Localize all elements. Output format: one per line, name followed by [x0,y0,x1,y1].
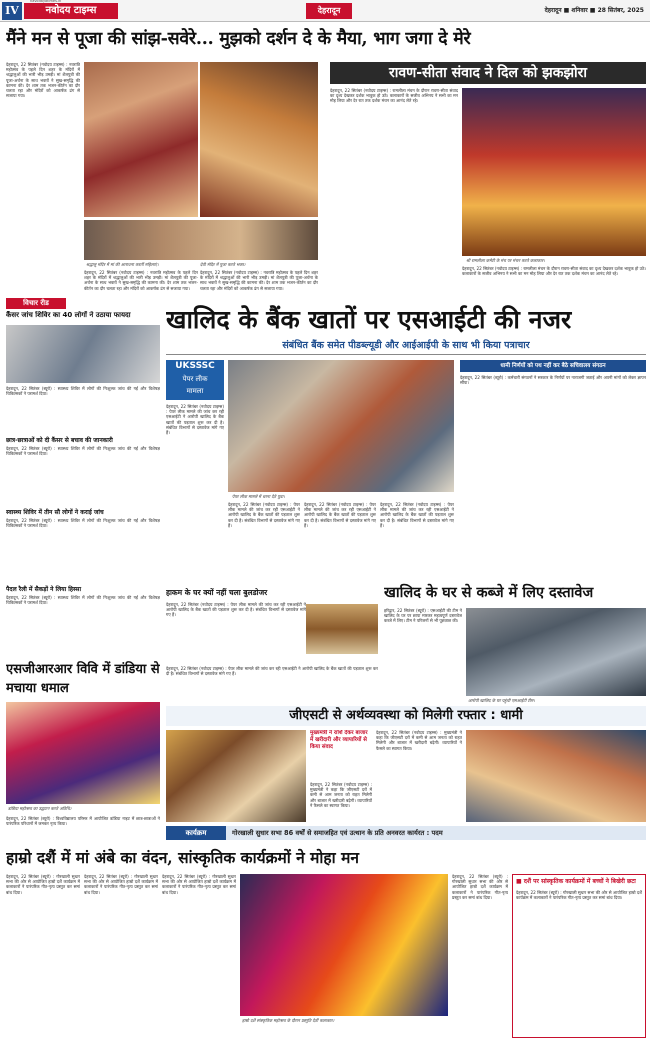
side-body: देहरादून, 22 सितंबर (ब्यूरो) : कर्मचारी संगठनों ने सरकार के निर्णयों पर नाराजगी जताई और अपनी मांगों को लेकर ज्ञापन सौंपा। [460,375,646,386]
khalid-house-body: हरिद्वार, 22 सितंबर (ब्यूरो) : एसआईटी की टीम ने खालिद के घर पर छापा मारकर महत्वपूर्ण दस्तावेज कब्जे में लिए। टीम ने परिजनों से भी पूछताछ की। [384,608,462,624]
karyakram-banner: गोरखाली सुधार सभा 86 वर्षों से समाजहित एवं उत्थान के प्रति अनवरत कार्यरत : पदम [232,829,443,837]
ramlila-body-2: देहरादून, 22 सितंबर (नवोदय टाइम्स) : रामलीला मंचन के दौरान रावण-सीता संवाद का दृश्य देखकर दर्शक भावुक हो उठे। कलाकारों के सजीव अभिनय ने सभी का मन मोह लिया और देर रात तक दर्शक मंचन का आनंद लेते रहे। [462,266,646,277]
lead-headline: मैंने मन से पूजा की सांझ-सवेरे... मुझको दर्शन दे के मैया, भाग जगा दे मेरे [6,29,471,49]
lead-body-col2: देहरादून, 22 सितंबर (नवोदय टाइम्स) : नवरात्रि महोत्सव के पहले दिन शहर के मंदिरों में श्रद्धालुओं की भारी भीड़ उमड़ी। मां शैलपुत्री की पूजा-अर्चना के साथ भक्तों ने सुख-समृद्धि की कामना की। देर शाम तक भजन-कीर्तन का दौर चलता रहा और मंदिरों को आकर्षक ढंग से सजाया गया। [84,270,198,291]
side-headline: धामी निर्णयों को पथ नहीं कर बैठे सचिवालय संगठन [460,360,646,372]
site-url[interactable]: navodayatimes.in [30,0,62,3]
lead-body-col3: देहरादून, 22 सितंबर (नवोदय टाइम्स) : नवरात्रि महोत्सव के पहले दिन शहर के मंदिरों में श्रद्धालुओं की भारी भीड़ उमड़ी। मां शैलपुत्री की पूजा-अर्चना के साथ भक्तों ने सुख-समृद्धि की कामना की। देर शाम तक भजन-कीर्तन का दौर चलता रहा और मंदिरों को आकर्षक ढंग से सजाया गया। [200,270,318,291]
page-number: IV [2,2,22,20]
karyakram-band [166,826,646,840]
khalid-house-headline: खालिद के घर से कब्जे में लिए दस्तावेज [384,584,594,601]
main-photo-caption: पेपर लीक मामले में धरना देते युवा। [232,494,285,499]
main-body-col3: देहरादून, 22 सितंबर (नवोदय टाइम्स) : पेपर लीक मामले की जांच कर रही एसआईटी ने आरोपी खालिद के बैंक खातों की पड़ताल शुरू कर दी है। संबंधित विभागों से दस्तावेज मांगे गए हैं। [304,502,376,528]
ukssc-tag-line1: UKSSSC [175,361,215,371]
bottom-box [512,874,646,1038]
vichar-photo [6,325,160,383]
main-body-col2: देहरादून, 22 सितंबर (नवोदय टाइम्स) : पेपर लीक मामले की जांच कर रही एसआईटी ने आरोपी खालिद के बैंक खातों की पड़ताल शुरू कर दी है। संबंधित विभागों से दस्तावेज मांगे गए हैं। [228,502,300,528]
dandiya-body: देहरादून, 22 सितंबर (ब्यूरो) : विश्वविद्यालय परिसर में आयोजित डांडिया नाइट में छात्र-छात्राओं ने पारंपरिक परिधानों में जमकर नृत्य किया। [6,816,160,827]
main-bottom-body: देहरादून, 22 सितंबर (नवोदय टाइम्स) : पेपर लीक मामले की जांच कर रही एसआईटी ने आरोपी खालिद के बैंक खातों की पड़ताल शुरू कर दी है। संबंधित विभागों से दस्तावेज मांगे गए हैं। [166,666,378,677]
masthead-bar [0,0,650,22]
lead-photo-1 [84,62,198,217]
main-body-col1: देहरादून, 22 सितंबर (नवोदय टाइम्स) : पेपर लीक मामले की जांच कर रही एसआईटी ने आरोपी खालिद के बैंक खातों की पड़ताल शुरू कर दी है। संबंधित विभागों से दस्तावेज मांगे गए हैं। [166,404,224,436]
vichar-body: देहरादून, 22 सितंबर (ब्यूरो) : स्वास्थ्य शिविर में लोगों की निःशुल्क जांच की गई और विशेषज्ञ चिकित्सकों ने परामर्श दिया। [6,386,160,397]
ramlila-caption: श्री रामलीला कमेटी के मंच पर मंचन करते कलाकार। [466,258,545,263]
main-photo [228,360,454,492]
lead-photo2-caption: देवी मंदिर में पूजा करते भक्त। [200,262,246,267]
dandiya-photo [6,702,160,804]
dandiya-caption: डांडिया महोत्सव का उद्घाटन करते अतिथि। [8,806,72,811]
bottom-caption: हाम्रो दशैं सांस्कृतिक महोत्सव के दौरान प्रस्तुति देतीं कलाकार। [242,1018,335,1023]
gst-body-col2: देहरादून, 22 सितंबर (नवोदय टाइम्स) : मुख्यमंत्री ने कहा कि जीएसटी दरों में कमी से आम जनता को राहत मिलेगी और बाजार में खरीदारी बढ़ेगी। व्यापारियों ने फैसले का स्वागत किया। [310,782,372,808]
lead-photo-3 [84,220,318,260]
lead-photo1-caption: श्रद्धालु मंदिर में मां की आराधना करतीं महिलाएं। [86,262,159,267]
dandiya-headline: एसजीआरआर विवि में डांडिया से मचाया धमाल [6,662,160,696]
vichar-sub3-body: देहरादून, 22 सितंबर (ब्यूरो) : स्वास्थ्य शिविर में लोगों की निःशुल्क जांच की गई और विशेषज्ञ चिकित्सकों ने परामर्श दिया। [6,595,160,606]
section-label: देहरादून [306,3,352,19]
bulldozer-photo [306,604,378,654]
vichar-sub3: पैदल रैली में सैकड़ों ने लिया हिस्सा [6,586,82,593]
vichar-sub2: स्वास्थ्य शिविर में तीन सौ लोगों ने कराई जांच [6,509,104,516]
ramlila-body: देहरादून, 22 सितंबर (नवोदय टाइम्स) : रामलीला मंचन के दौरान रावण-सीता संवाद का दृश्य देखकर दर्शक भावुक हो उठे। कलाकारों के सजीव अभिनय ने सभी का मन मोह लिया और देर रात तक दर्शक मंचन का आनंद लेते रहे। [330,88,458,104]
main-subhead: संबंधित बैंक समेत पीडब्ल्यूडी और आईआईपी के साथ भी किया पत्राचार [282,340,530,351]
ukssc-tag-line3: मामला [186,387,204,395]
khalid-house-photo [466,608,646,696]
bottom-box-title: ■ दशैं पर सांस्कृतिक कार्यक्रमों में बच्चों ने बिखेरी छटा [516,878,636,885]
ramlila-headline: रावण-सीता संवाद ने दिल को झकझोरा [330,62,646,84]
ukssc-tag-line2: पेपर लीक [182,375,208,383]
ramlila-photo [462,88,646,256]
gst-headline: जीएसटी से अर्थव्यवस्था को मिलेगी रफ्तार : धामी [166,706,646,726]
main-body-col4: देहरादून, 22 सितंबर (नवोदय टाइम्स) : पेपर लीक मामले की जांच कर रही एसआईटी ने आरोपी खालिद के बैंक खातों की पड़ताल शुरू कर दी है। संबंधित विभागों से दस्तावेज मांगे गए हैं। [380,502,454,528]
karyakram-label: कार्यक्रम [166,826,226,840]
bulldozer-body: देहरादून, 22 सितंबर (नवोदय टाइम्स) : पेपर लीक मामले की जांच कर रही एसआईटी ने आरोपी खालिद के बैंक खातों की पड़ताल शुरू कर दी है। संबंधित विभागों से दस्तावेज मांगे गए हैं। [166,602,306,618]
gst-photo [166,730,306,822]
lead-photo-2 [200,62,318,217]
bulldozer-headline: हाकम के घर क्यों नहीं चला बुलडोजर [166,588,268,597]
bottom-box-body: देहरादून, 22 सितंबर (ब्यूरो) : गोरखाली सुधार सभा की ओर से आयोजित हाम्रो दशैं कार्यक्रम में कलाकारों ने पारंपरिक गीत-नृत्य प्रस्तुत कर समां बांध दिया। [516,890,642,901]
dateline: देहरादून ■ शनिवार ■ 28 सितंबर, 2025 [544,7,644,14]
gst-body-col1: देहरादून, 22 सितंबर (नवोदय टाइम्स) : मुख्यमंत्री ने कहा कि जीएसटी दरों में कमी से आम जनता को राहत मिलेगी और बाजार में खरीदारी बढ़ेगी। व्यापारियों ने फैसले का स्वागत किया। [376,730,462,751]
vichar-sub2-body: देहरादून, 22 सितंबर (ब्यूरो) : स्वास्थ्य शिविर में लोगों की निःशुल्क जांच की गई और विशेषज्ञ चिकित्सकों ने परामर्श दिया। [6,518,160,529]
main-divider [166,354,646,355]
paper-name: नवोदय टाइम्स [24,3,118,19]
bottom-body-col4: देहरादून, 22 सितंबर (ब्यूरो) : गोरखाली सुधार सभा की ओर से आयोजित हाम्रो दशैं कार्यक्रम में कलाकारों ने पारंपरिक गीत-नृत्य प्रस्तुत कर समां बांध दिया। [452,874,508,900]
gst-photo-2 [466,730,646,822]
bottom-body-col1: देहरादून, 22 सितंबर (ब्यूरो) : गोरखाली सुधार सभा की ओर से आयोजित हाम्रो दशैं कार्यक्रम में कलाकारों ने पारंपरिक गीत-नृत्य प्रस्तुत कर समां बांध दिया। [6,874,80,895]
ukssc-tag [166,360,224,400]
bottom-body-col3: देहरादून, 22 सितंबर (ब्यूरो) : गोरखाली सुधार सभा की ओर से आयोजित हाम्रो दशैं कार्यक्रम में कलाकारों ने पारंपरिक गीत-नृत्य प्रस्तुत कर समां बांध दिया। [162,874,236,895]
vichar-sub1: छात्र-छात्राओं को दी कैंसर से बचाव की जानकारी [6,437,113,444]
vichar-sub1-body: देहरादून, 22 सितंबर (ब्यूरो) : स्वास्थ्य शिविर में लोगों की निःशुल्क जांच की गई और विशेषज्ञ चिकित्सकों ने परामर्श दिया। [6,446,160,457]
vichar-title: कैंसर जांच शिविर का 40 लोगों ने उठाया फायदा [6,311,131,319]
gst-inset: मुख्यमंत्री ने राशि देकर बाजार में खरीदारी और व्यापारियों से किया संवाद [310,730,368,750]
main-headline: खालिद के बैंक खातों पर एसआईटी की नजर [166,305,572,334]
bottom-body-col2: देहरादून, 22 सितंबर (ब्यूरो) : गोरखाली सुधार सभा की ओर से आयोजित हाम्रो दशैं कार्यक्रम में कलाकारों ने पारंपरिक गीत-नृत्य प्रस्तुत कर समां बांध दिया। [84,874,158,895]
bottom-photo [240,874,448,1016]
vichar-label: विचार रीड [6,298,66,309]
khalid-house-caption: आरोपी खालिद के घर पहुंची एसआईटी टीम। [468,698,535,703]
lead-body-col1: देहरादून, 22 सितंबर (नवोदय टाइम्स) : नवरात्रि महोत्सव के पहले दिन शहर के मंदिरों में श्रद्धालुओं की भारी भीड़ उमड़ी। मां शैलपुत्री की पूजा-अर्चना के साथ भक्तों ने सुख-समृद्धि की कामना की। देर शाम तक भजन-कीर्तन का दौर चलता रहा और मंदिरों को आकर्षक ढंग से सजाया गया। [6,62,80,99]
bottom-headline: हाम्रो दशैं में मां अंबे का वंदन, सांस्कृतिक कार्यक्रमों ने मोहा मन [6,848,359,867]
